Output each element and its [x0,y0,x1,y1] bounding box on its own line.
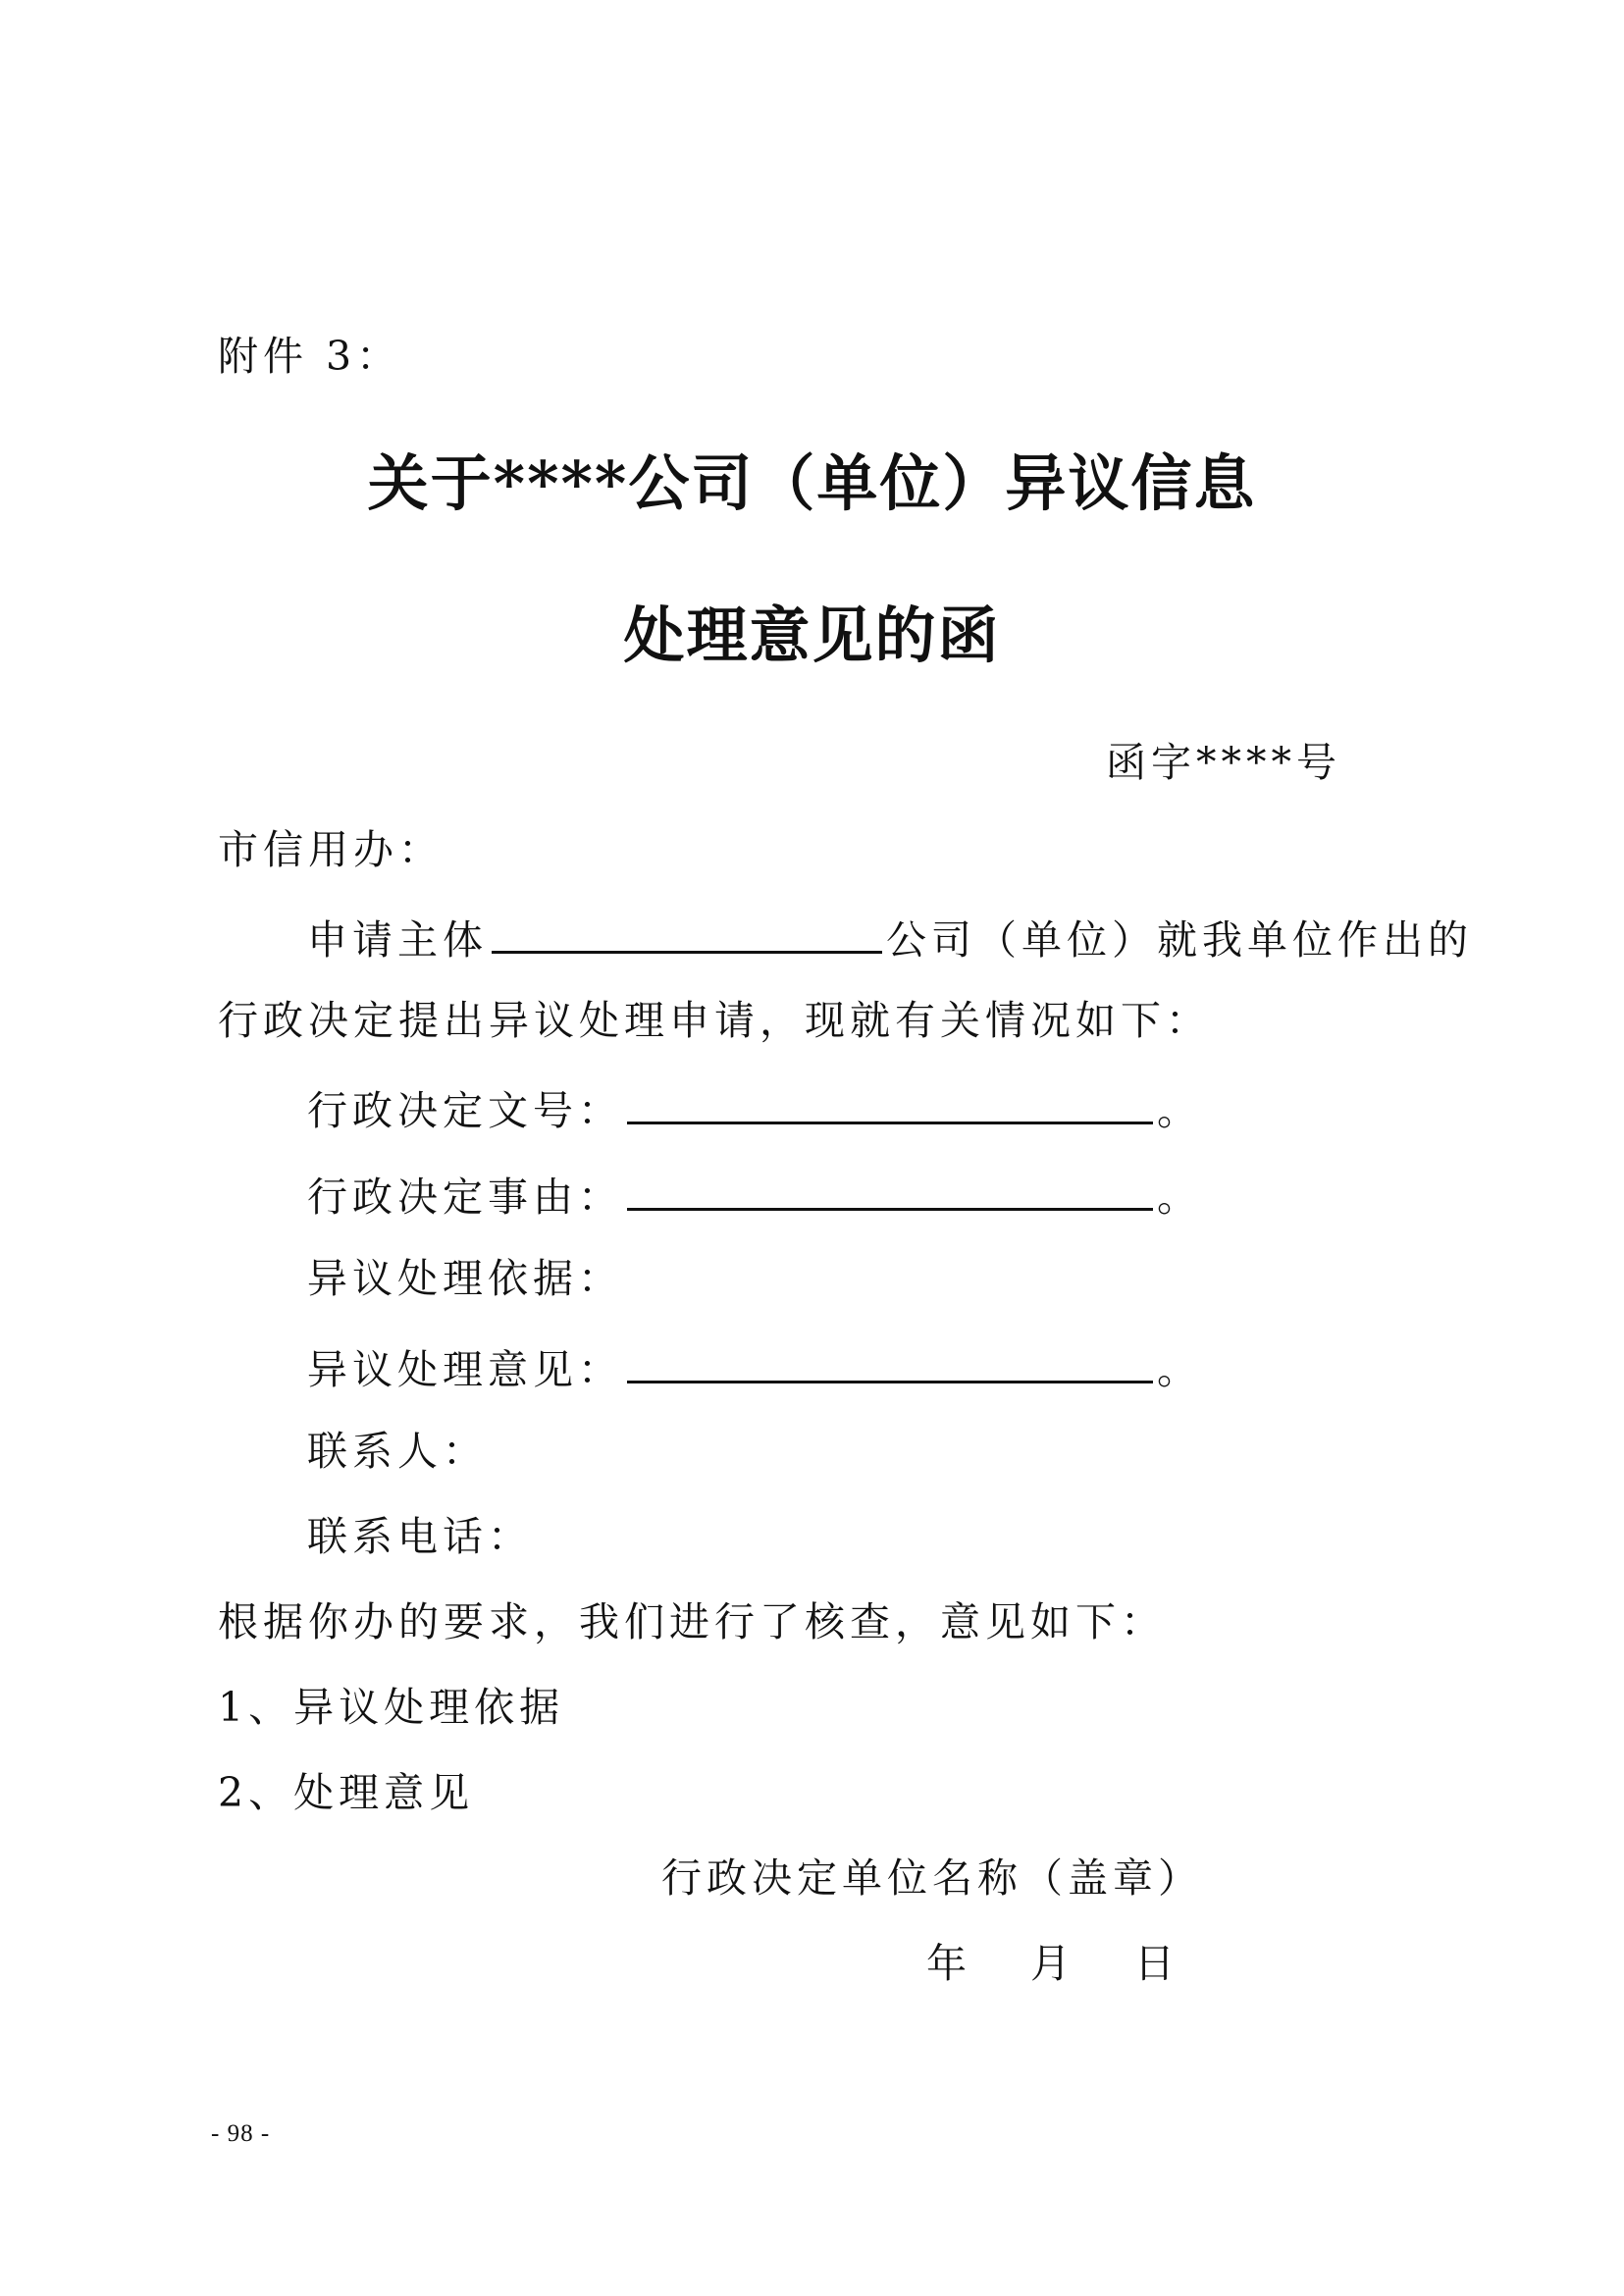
period-mark: 。 [1157,1087,1202,1134]
period-mark: 。 [1157,1174,1202,1221]
decision-number-label: 行政决定文号： [307,1087,623,1134]
objection-opinion-blank[interactable] [627,1345,1153,1383]
decision-reason-blank[interactable] [627,1173,1153,1211]
document-title-line1: 关于****公司（单位）异议信息 [367,447,1257,519]
document-title-line2: 处理意见的函 [623,600,1001,671]
recipient: 市信用办： [218,826,444,873]
intro-line2: 行政决定提出异议处理申请，现就有关情况如下： [218,997,1211,1044]
decision-reason-label: 行政决定事由： [307,1174,623,1221]
attachment-label: 附件 3： [218,333,402,380]
signature-unit: 行政决定单位名称（盖章） [661,1854,1203,1902]
field-contact-person: 联系人： [307,1428,488,1475]
page-number: - 98 - [211,2120,271,2147]
field-objection-basis: 异议处理依据： [307,1255,623,1302]
intro-line1 [307,915,1473,964]
objection-opinion-label: 异议处理意见： [307,1346,623,1393]
item-objection-basis: 1、异议处理依据 [218,1684,565,1731]
intro-suffix: 公司（单位）就我单位作出的 [886,916,1473,964]
document-number: 函字****号 [1106,739,1341,786]
field-decision-number [307,1086,1202,1134]
field-objection-opinion [307,1345,1202,1393]
field-contact-phone: 联系电话： [307,1513,533,1560]
decision-number-blank[interactable] [627,1086,1153,1124]
intro-prefix: 申请主体 [307,916,488,964]
item-handling-opinion: 2、处理意见 [218,1769,475,1816]
applicant-blank[interactable] [492,915,882,954]
signature-date: 年 月 日 [926,1940,1186,1987]
field-decision-reason [307,1173,1202,1221]
review-intro: 根据你办的要求，我们进行了核查，意见如下： [218,1598,1166,1645]
period-mark: 。 [1157,1346,1202,1393]
